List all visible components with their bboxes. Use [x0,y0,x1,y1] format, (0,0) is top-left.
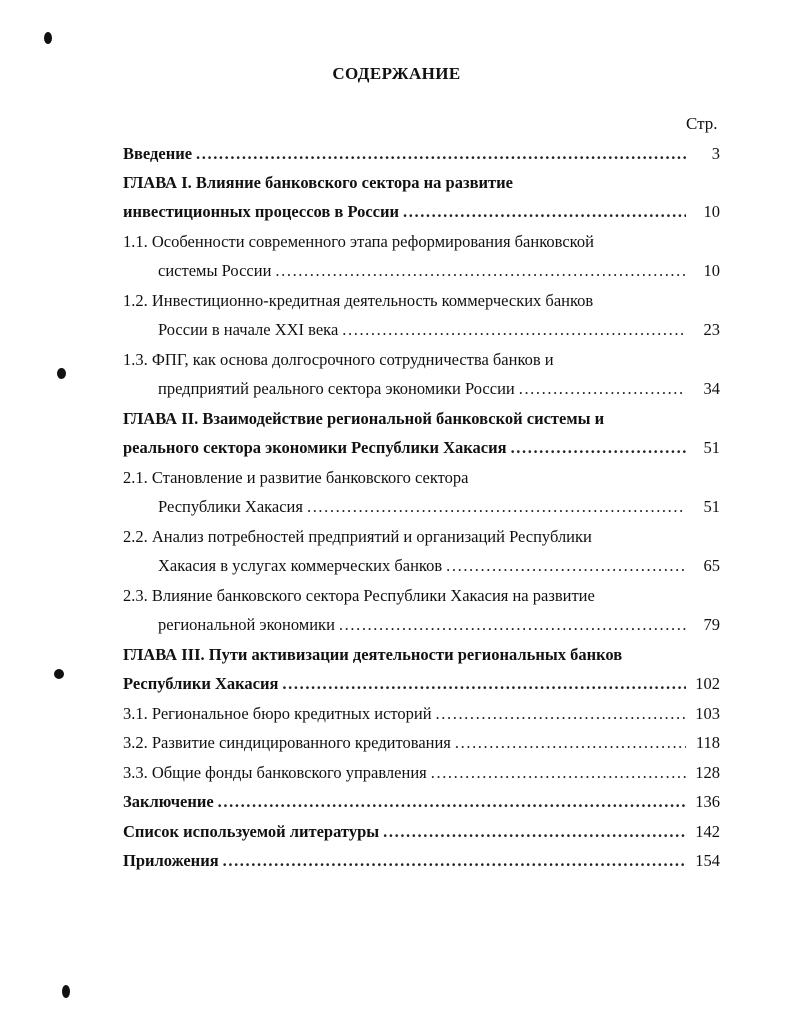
toc-entry-label: России в начале XXI века [158,320,339,339]
toc-chapter-3-line1[interactable] [123,645,720,667]
toc-entry-label: 1.2. Инвестиционно-кредитная деятельность коммерческих банков [123,291,594,310]
toc-section-2-1-line1[interactable] [123,468,720,490]
toc-entry-references[interactable] [123,822,720,844]
toc-entry-label: Хакасия в услугах коммерческих банков [158,556,443,575]
leader-dots [511,438,686,458]
toc-section-1-1-line1[interactable] [123,232,720,254]
toc-entry-label: 2.1. Становление и развитие банковского сектора [123,468,469,487]
toc-entry-label: ГЛАВА III. Пути активизации деятельности региональных банков [123,645,623,664]
toc-entry-label: региональной экономики [158,615,335,634]
leader-dots [218,792,686,812]
toc-page-number: 118 [695,733,720,752]
toc-entry-label: Республики Хакасия [158,497,303,516]
toc-page-number: 128 [695,763,720,782]
toc-entry-label: Список используемой литературы [123,822,380,841]
toc-section-3-1[interactable] [123,704,720,726]
toc-entry-label: ГЛАВА II. Взаимодействие региональной банковской системы и [123,409,605,428]
toc-page-number: 10 [703,261,720,280]
toc-page-number: 103 [695,704,720,723]
toc-section-3-3[interactable] [123,763,720,785]
page-title: СОДЕРЖАНИЕ [332,64,461,83]
leader-dots [431,763,686,783]
toc-page-number: 142 [695,822,720,841]
scan-mark [57,368,66,379]
leader-dots [436,704,686,724]
toc-entry-label: 3.1. Региональное бюро кредитных историй [123,704,432,723]
leader-dots [307,497,686,517]
toc-entry-label: 1.1. Особенности современного этапа реформирования банковской [123,232,594,251]
toc-entry-label: 3.2. Развитие синдицированного кредитования [123,733,451,752]
toc-entry-label: реального сектора экономики Республики Хакасия [123,438,507,457]
toc-section-1-2-line2[interactable] [158,320,720,342]
toc-page-number: 136 [695,792,720,811]
toc-page-number: 102 [695,674,720,693]
toc-entry-intro[interactable] [123,144,720,166]
toc-section-2-3-line1[interactable] [123,586,720,608]
toc-page-number: 154 [695,851,720,870]
toc-entry-label: Республики Хакасия [123,674,279,693]
toc-page-number: 10 [703,202,720,221]
toc-chapter-1-line2[interactable] [123,202,720,224]
toc-page-number: 65 [703,556,720,575]
toc-section-2-1-line2[interactable] [158,497,720,519]
scan-mark [54,669,64,679]
toc-page-number: 23 [703,320,720,339]
page-column-header: Стр. [686,114,718,133]
toc-section-2-2-line2[interactable] [158,556,720,578]
toc-entry-label: Заключение [123,792,214,811]
leader-dots [519,379,686,399]
toc-entry-label: 2.2. Анализ потребностей предприятий и организаций Республики [123,527,592,546]
scan-mark [62,985,70,998]
leader-dots [446,556,686,576]
leader-dots [339,615,686,635]
leader-dots [403,202,686,222]
toc-entry-conclusion[interactable] [123,792,720,814]
toc-entry-label: 3.3. Общие фонды банковского управления [123,763,427,782]
toc-section-1-2-line1[interactable] [123,291,720,313]
leader-dots [282,674,686,694]
toc-section-2-3-line2[interactable] [158,615,720,637]
toc-entry-label: Введение [123,144,193,163]
toc-chapter-2-line2[interactable] [123,438,720,460]
toc-section-1-1-line2[interactable] [158,261,720,283]
toc-entry-label: 2.3. Влияние банковского сектора Республики Хакасия на развитие [123,586,595,605]
toc-chapter-2-line1[interactable] [123,409,720,431]
leader-dots [342,320,686,340]
leader-dots [275,261,686,281]
leader-dots [223,851,686,871]
toc-section-1-3-line2[interactable] [158,379,720,401]
toc-page-number: 51 [703,438,720,457]
toc-entry-label: ГЛАВА I. Влияние банковского сектора на развитие [123,173,513,192]
toc-chapter-3-line2[interactable] [123,674,720,696]
toc-page-number: 79 [703,615,720,634]
toc-section-2-2-line1[interactable] [123,527,720,549]
toc-page-number: 3 [711,144,720,163]
scan-mark [44,32,52,44]
toc-chapter-1-line1[interactable] [123,173,720,195]
leader-dots [383,822,686,842]
toc-entry-label: предприятий реального сектора экономики России [158,379,515,398]
toc-entry-label: 1.3. ФПГ, как основа долгосрочного сотрудничества банков и [123,350,554,369]
leader-dots [455,733,686,753]
toc-entry-label: Приложения [123,851,219,870]
toc-section-3-2[interactable] [123,733,720,755]
toc-page-number: 34 [703,379,720,398]
toc-page-number: 51 [703,497,720,516]
leader-dots [196,144,686,164]
toc-entry-label: системы России [158,261,272,280]
toc-entry-label: инвестиционных процессов в России [123,202,400,221]
toc-entry-appendices[interactable] [123,851,720,873]
toc-section-1-3-line1[interactable] [123,350,720,372]
